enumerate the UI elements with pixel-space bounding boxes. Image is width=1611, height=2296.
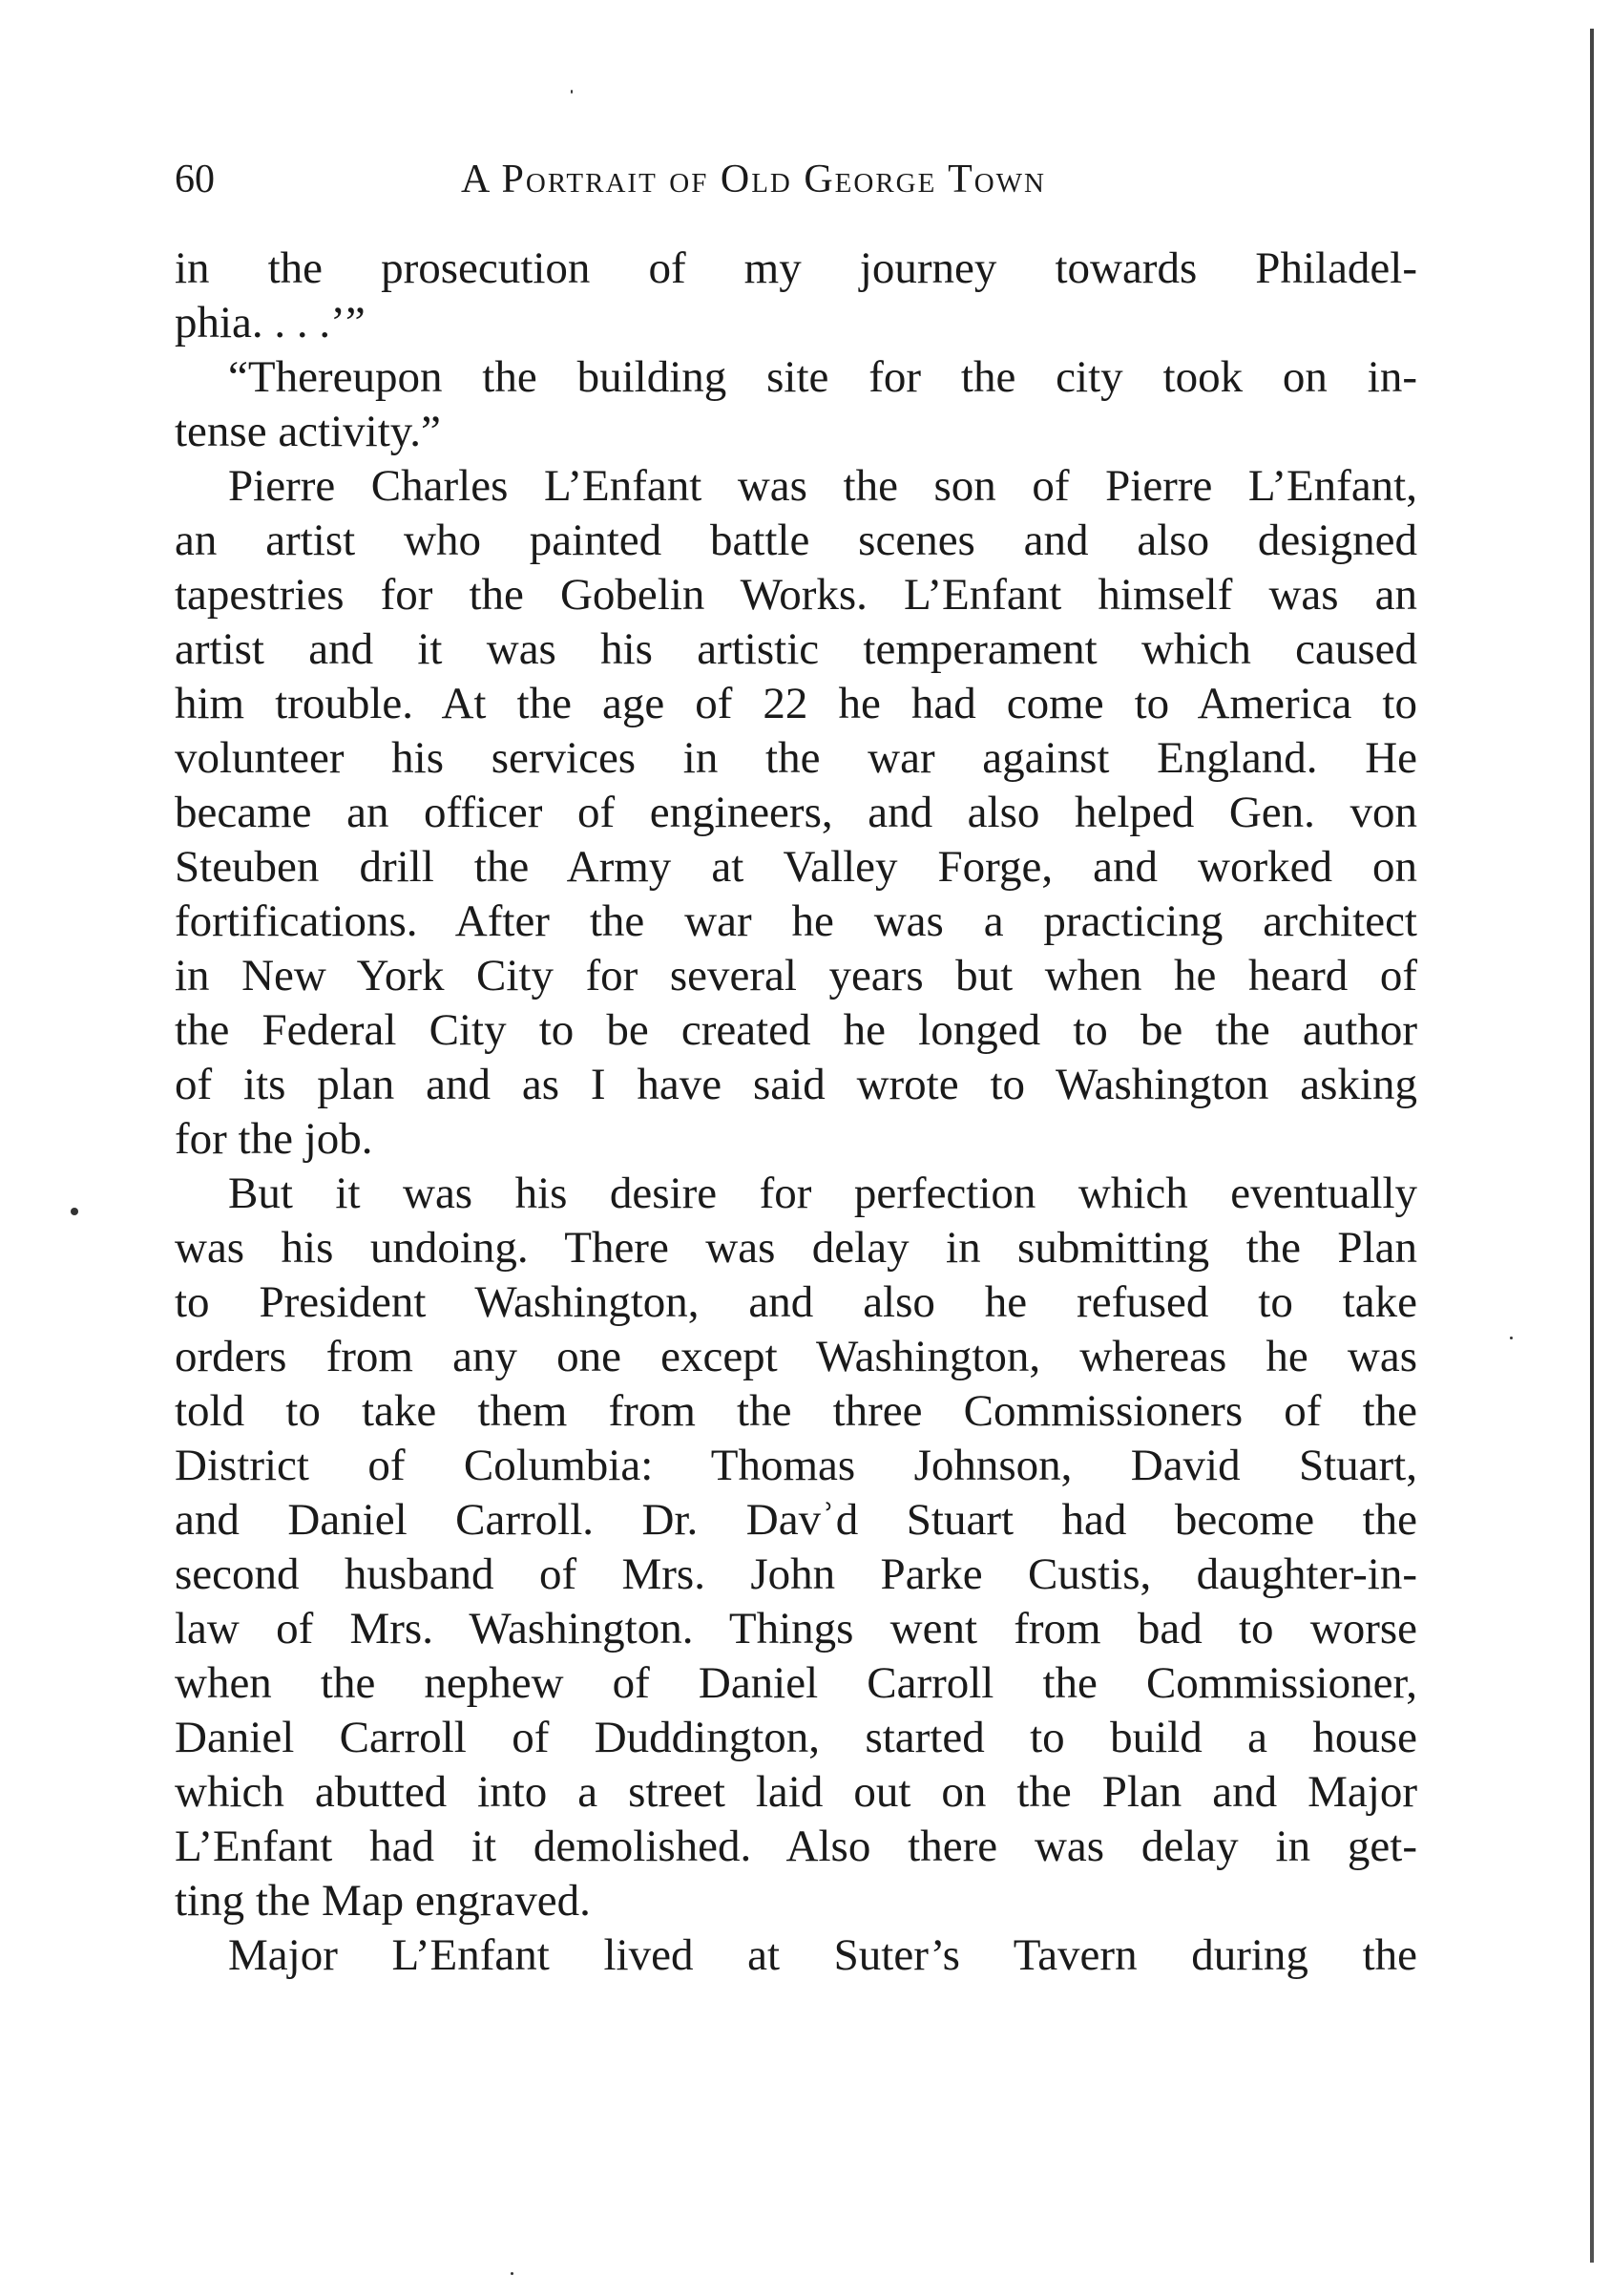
text-line: told to take them from the three Commissioners of the xyxy=(175,1386,1417,1436)
text-line: ting the Map engraved. xyxy=(175,1876,591,1926)
text-line: Major L’Enfant lived at Suter’s Tavern during the xyxy=(228,1930,1417,1980)
text-line: artist and it was his artistic temperament which caused xyxy=(175,624,1417,674)
text-line: “Thereupon the building site for the city took on in- xyxy=(228,352,1417,402)
text-line: of its plan and as I have said wrote to Washington asking xyxy=(175,1060,1417,1109)
text-line: phia. . . .’” xyxy=(175,298,366,348)
text-line: when the nephew of Daniel Carroll the Commissioner, xyxy=(175,1658,1417,1708)
text-line: Steuben drill the Army at Valley Forge, and worked on xyxy=(175,842,1417,892)
text-line: to President Washington, and also he refused to take xyxy=(175,1277,1417,1327)
text-line: became an officer of engineers, and also helped Gen. von xyxy=(175,788,1417,837)
text-line: an artist who painted battle scenes and also designed xyxy=(175,516,1417,565)
text-line: the Federal City to be created he longed to be the author xyxy=(175,1005,1417,1055)
text-line: tense activity.” xyxy=(175,407,441,456)
scan-speck xyxy=(571,90,573,94)
text-line: second husband of Mrs. John Parke Custis, daughter-in- xyxy=(175,1549,1417,1599)
text-line: which abutted into a street laid out on the Plan and Major xyxy=(175,1767,1417,1817)
scan-speck xyxy=(71,1208,78,1215)
text-line: for the job. xyxy=(175,1114,373,1164)
text-line: orders from any one except Washington, whereas he was xyxy=(175,1332,1417,1381)
page-binding-edge xyxy=(1590,29,1594,2263)
page-number: 60 xyxy=(175,158,215,201)
page-header xyxy=(175,151,1148,208)
text-line: District of Columbia: Thomas Johnson, David Stuart, xyxy=(175,1441,1417,1490)
text-line: L’Enfant had it demolished. Also there was delay in get- xyxy=(175,1822,1417,1871)
text-line: But it was his desire for perfection which eventually xyxy=(228,1169,1417,1218)
scan-speck xyxy=(511,2272,513,2275)
text-line: Daniel Carroll of Duddington, started to build a house xyxy=(175,1713,1417,1762)
text-line: and Daniel Carroll. Dr. Davʾd Stuart had become the xyxy=(175,1495,1417,1545)
text-line: tapestries for the Gobelin Works. L’Enfant himself was an xyxy=(175,570,1417,620)
running-title: A Portrait of Old George Town xyxy=(461,158,1046,201)
scan-speck xyxy=(1510,1337,1513,1339)
text-line: volunteer his services in the war against England. He xyxy=(175,733,1417,783)
body-text xyxy=(175,242,1417,1983)
text-line: law of Mrs. Washington. Things went from bad to worse xyxy=(175,1604,1417,1654)
text-line: him trouble. At the age of 22 he had come to America to xyxy=(175,679,1417,728)
text-line: in the prosecution of my journey towards Philadel- xyxy=(175,243,1417,293)
text-line: in New York City for several years but when he heard of xyxy=(175,951,1417,1001)
text-line: fortifications. After the war he was a practicing architect xyxy=(175,896,1417,946)
text-line: Pierre Charles L’Enfant was the son of Pierre L’Enfant, xyxy=(228,461,1417,511)
text-line: was his undoing. There was delay in submitting the Plan xyxy=(175,1223,1417,1273)
